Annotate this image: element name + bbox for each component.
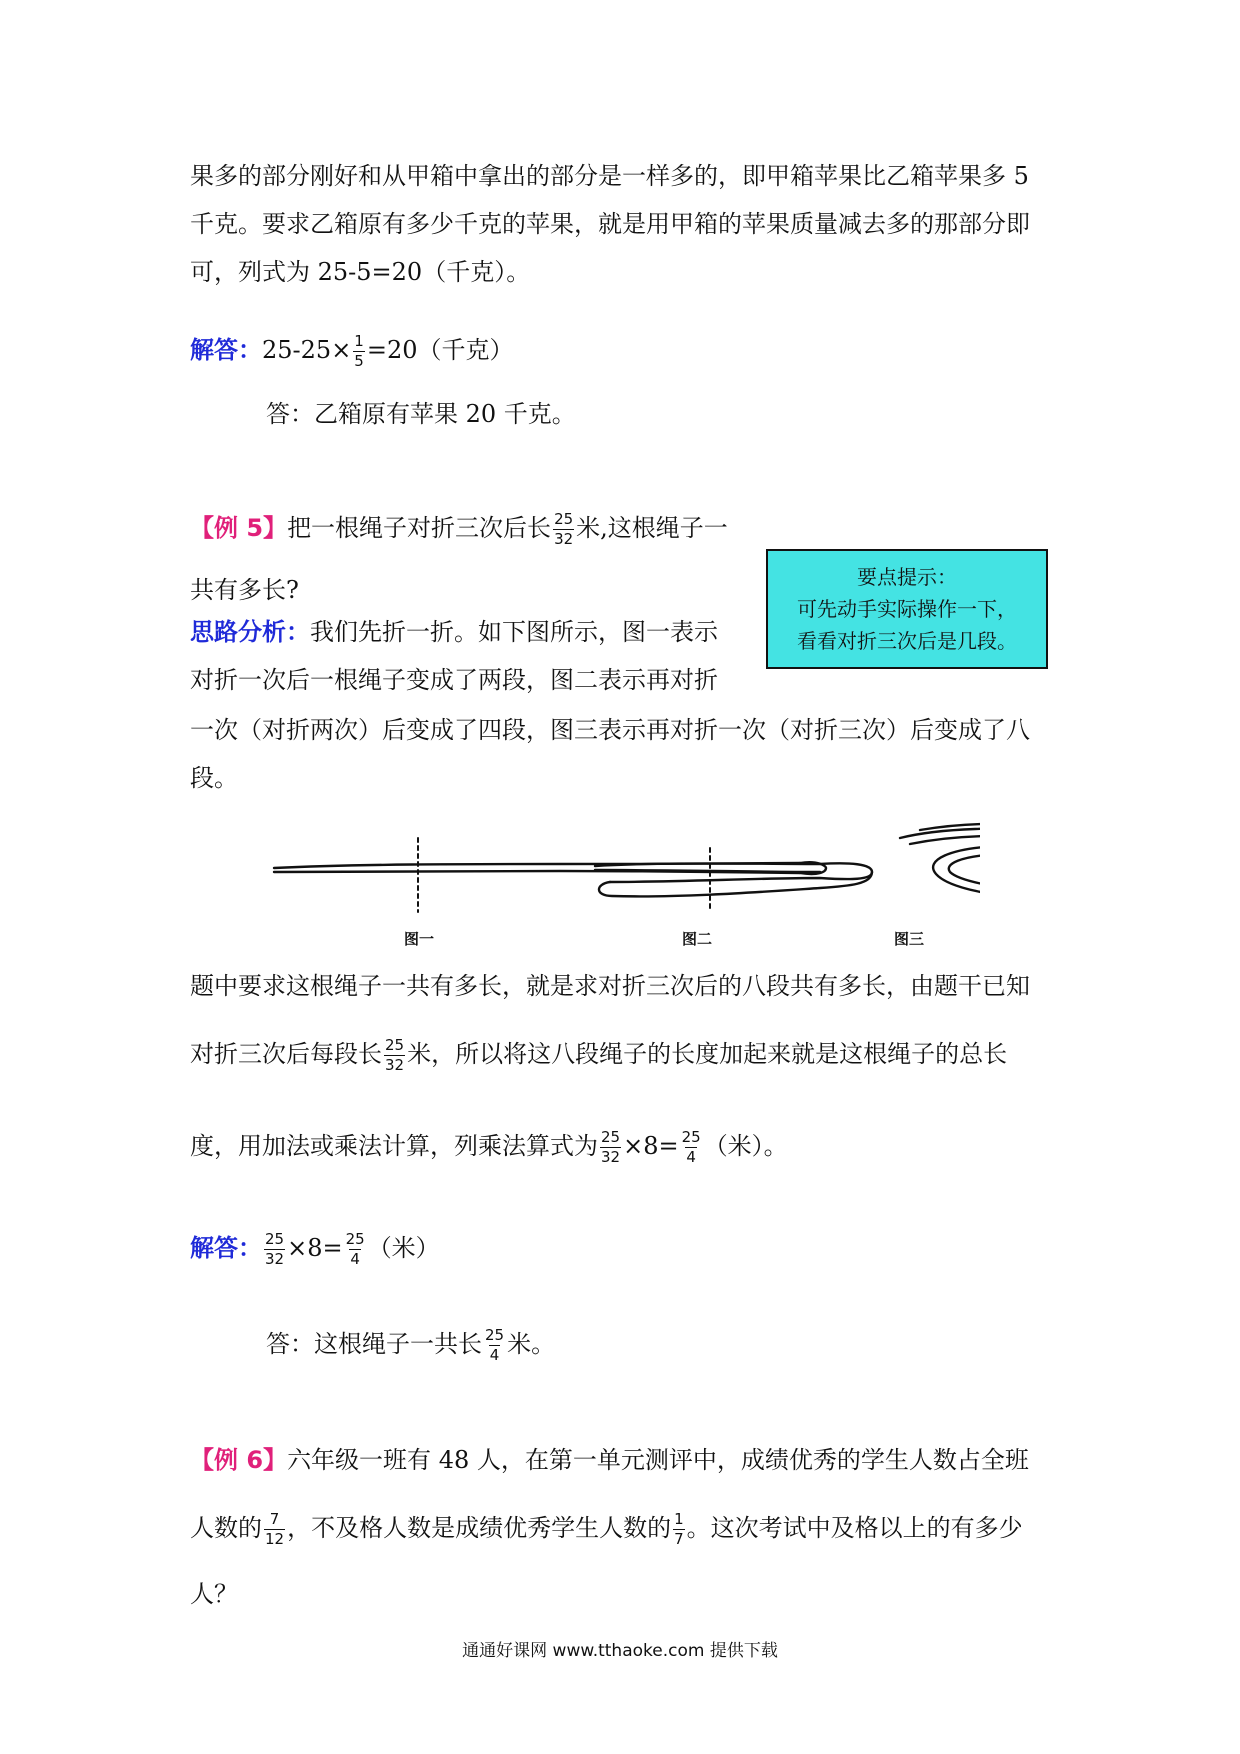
fraction: $\frac{25}{32}$ bbox=[265, 1230, 285, 1268]
example-6-line-2: 人数的 $\frac{7}{12}$ ，不及格人数是成绩优秀学生人数的 $\frac{1}{7}$ 。这次考试中及格以上的有多少 bbox=[190, 1510, 1023, 1548]
answer-label: 解答： bbox=[190, 1234, 262, 1262]
tip-line-1: 可先动手实际操作一下， bbox=[797, 597, 1017, 621]
fraction: $\frac{1}{5}$ bbox=[354, 332, 364, 370]
explanation-line-1: 题中要求这根绳子一共有多长，就是求对折三次后的八段共有多长，由题干已知 bbox=[190, 972, 1030, 1000]
rope-fold-figure bbox=[260, 808, 980, 928]
para-line-2: 千克。要求乙箱原有多少千克的苹果，就是用甲箱的苹果质量减去多的那部分即 bbox=[190, 210, 1030, 238]
example-5-question-line-1: 【例 5】 把一根绳子对折三次后长 $\frac{25}{32}$ 米,这根绳子一 bbox=[190, 510, 728, 548]
fraction: $\frac{25}{4}$ bbox=[681, 1128, 701, 1166]
rope-figure-1 bbox=[274, 838, 826, 912]
analysis-line-4: 段。 bbox=[190, 764, 238, 792]
figure-1-caption: 图一 bbox=[404, 930, 435, 948]
analysis-line-3: 一次（对折两次）后变成了四段，图三表示再对折一次（对折三次）后变成了八 bbox=[190, 716, 1030, 744]
fraction: $\frac{1}{7}$ bbox=[674, 1510, 684, 1548]
rope-figure-3 bbox=[900, 818, 980, 916]
tip-title: 要点提示： bbox=[857, 565, 957, 589]
example-6-label: 【例 6】 bbox=[190, 1446, 288, 1474]
page-footer: 通通好课网 www.tthaoke.com 提供下载 bbox=[462, 1641, 778, 1661]
analysis-line-2: 对折一次后一根绳子变成了两段，图二表示再对折 bbox=[190, 666, 718, 694]
analysis-label: 思路分析： bbox=[190, 618, 310, 646]
fraction: $\frac{25}{32}$ bbox=[385, 1036, 405, 1074]
analysis-line-1: 思路分析： 我们先折一折。如下图所示，图一表示 bbox=[190, 614, 718, 650]
explanation-line-3: 度，用加法或乘法计算，列乘法算式为 $\frac{25}{32}$ ×8= $\frac{25}{4}$ （米）。 bbox=[190, 1128, 788, 1166]
answer-5-reply: 答：这根绳子一共长 $\frac{25}{4}$ 米。 bbox=[266, 1326, 556, 1364]
fraction: $\frac{25}{4}$ bbox=[485, 1326, 505, 1364]
example-5-label: 【例 5】 bbox=[190, 514, 288, 542]
fraction: $\frac{7}{12}$ bbox=[265, 1510, 285, 1548]
example-6-line-3: 人？ bbox=[190, 1580, 238, 1608]
example-5-question-line-2: 共有多长? bbox=[190, 576, 299, 604]
rope-figure-2 bbox=[595, 848, 872, 912]
para-line-1: 果多的部分刚好和从甲箱中拿出的部分是一样多的，即甲箱苹果比乙箱苹果多 5 bbox=[190, 162, 1029, 190]
fraction: $\frac{25}{4}$ bbox=[345, 1230, 365, 1268]
fraction: $\frac{25}{32}$ bbox=[601, 1128, 621, 1166]
para-line-3: 可，列式为 25-5=20（千克）。 bbox=[190, 258, 531, 286]
answer-5-line: 解答： $\frac{25}{32}$ ×8= $\frac{25}{4}$ （米） bbox=[190, 1230, 440, 1268]
figure-2-caption: 图二 bbox=[682, 930, 713, 948]
tip-box bbox=[766, 549, 1048, 669]
explanation-line-2: 对折三次后每段长 $\frac{25}{32}$ 米，所以将这八段绳子的长度加起来就是这根绳子的总长 bbox=[190, 1036, 1008, 1074]
answer-4-line: 解答： 25-25× $\frac{1}{5}$ =20（千克） bbox=[190, 332, 514, 370]
figure-3-caption: 图三 bbox=[894, 930, 925, 948]
answer-label: 解答： bbox=[190, 336, 262, 364]
answer-4-reply: 答：乙箱原有苹果 20 千克。 bbox=[266, 400, 576, 428]
fraction: $\frac{25}{32}$ bbox=[554, 510, 574, 548]
tip-line-2: 看看对折三次后是几段。 bbox=[797, 629, 1017, 653]
example-6-line-1: 【例 6】 六年级一班有 48 人，在第一单元测评中，成绩优秀的学生人数占全班 bbox=[190, 1442, 1029, 1478]
